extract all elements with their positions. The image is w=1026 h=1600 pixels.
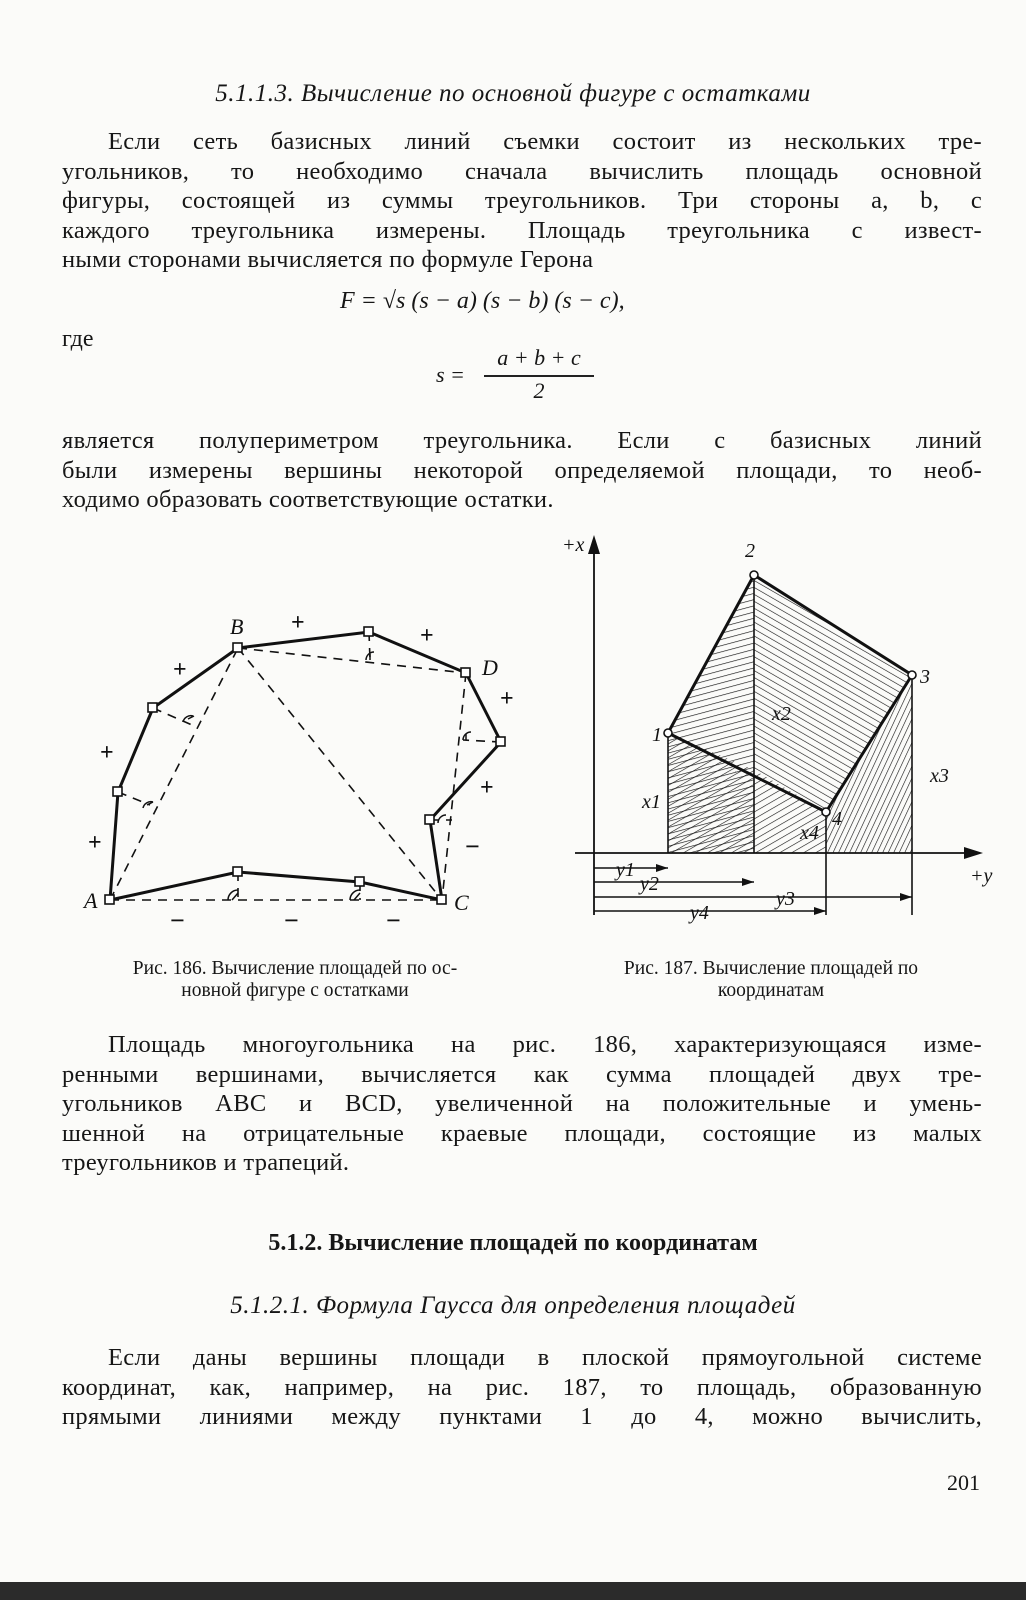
polygon-outline [110,632,501,900]
page-number: 201 [947,1470,980,1495]
plus-sign: + [173,657,187,683]
plus-sign: + [500,686,514,712]
x3-label: x3 [930,765,949,787]
base-lines-dashed [110,632,501,900]
paragraph-gauss-intro [62,1343,982,1432]
right-angle-marks [143,652,471,900]
y4-label: y4 [690,902,709,924]
x-axis-arrow-icon [588,535,600,554]
text-line: угольников, то необходимо сначала вычислить площадь основной [62,157,982,185]
figure-186-caption [60,958,530,1002]
text-line: прямыми линиями между пунктами 1 до 4, можно вычислить, [62,1403,982,1430]
section-heading-5-1-1-3: 5.1.1.3. Вычисление по основной фигуре с остатками [215,80,811,107]
vertex-label-d: D [482,655,498,680]
minus-sign: − [170,906,185,930]
minus-sign: − [284,906,299,930]
paragraph-polygon-area [62,1030,982,1178]
point-label-4: 4 [832,808,842,830]
figure-187-caption [556,958,986,1002]
heron-formula: F = √s (s − a) (s − b) (s − c), [340,288,625,314]
caption-line: координатам [717,980,825,1001]
text-line: Если даны вершины площади в плоской прямоугольной системе [108,1344,982,1371]
semiperimeter-lhs: s = [436,362,465,387]
y-axis-arrow-icon [964,847,983,859]
fraction-bar [484,375,594,377]
paragraph-heron-intro [62,127,982,275]
point-label-1: 1 [652,724,662,746]
text-line: является полупериметром треугольника. Если с базисных линий [62,427,982,454]
where-word: где [62,326,94,352]
x4-label: x4 [800,822,819,844]
x2-label: x2 [772,703,791,725]
minus-sign: − [465,832,480,861]
vertex-markers [105,627,505,904]
section-heading-5-1-2-1: 5.1.2.1. Формула Гаусса для определения площадей [230,1292,796,1319]
text-line: координат, как, например, на рис. 187, то площадь, образованную [62,1373,982,1401]
vertex-label-a: A [84,888,98,913]
text-line: каждого треугольника измерены. Площадь треугольника с извест- [62,216,982,244]
y3-label: y3 [776,888,795,910]
x-axis-label: +x [562,535,585,556]
plus-sign: + [291,610,305,636]
point-label-2: 2 [745,540,755,562]
y2-label: y2 [640,873,659,895]
y-axis-label: +y [970,865,993,887]
point-label-3: 3 [920,666,930,688]
caption-line: Рис. 186. Вычисление площадей по ос- [132,958,458,979]
semiperimeter-denominator: 2 [533,378,545,403]
text-line: были измерены вершины некоторой определяемой площади, то необ- [62,456,982,484]
caption-line: новной фигуре с остатками [181,980,409,1001]
text-line: Если сеть базисных линий съемки состоит из нескольких тре- [108,128,982,155]
paragraph-semiperimeter [62,426,982,515]
y1-label: y1 [616,859,635,881]
plus-sign: + [100,740,114,766]
caption-line: Рис. 187. Вычисление площадей по [623,958,919,979]
plus-sign: + [480,775,494,801]
text-line: треугольников и трапеций. [62,1149,350,1176]
plus-sign: + [88,830,102,856]
text-line: Площадь многоугольника на рис. 186, характеризующаяся изме- [108,1031,982,1058]
vertex-label-b: B [230,614,244,639]
text-line: ренными вершинами, вычисляется как сумма площадей двух тре- [62,1060,982,1088]
text-line: ходимо образовать соответствующие остатки. [62,486,554,513]
plus-sign: + [420,623,434,649]
text-line: ными сторонами вычисляется по формуле Герона [62,246,594,273]
figure-186-polygon-diagram [70,600,530,930]
semiperimeter-numerator: a + b + c [497,345,581,370]
section-heading-5-1-2: 5.1.2. Вычисление площадей по координатам [268,1230,758,1256]
text-line: угольников ABC и BCD, увеличенной на положительные и умень- [62,1090,982,1117]
text-line: фигуры, состоящей из суммы треугольников. Три стороны a, b, c [62,187,982,214]
minus-sign: − [386,906,401,930]
text-line: шенной на отрицательные краевые площади, состоящие из малых [62,1119,982,1147]
figure-187-coordinate-diagram [560,535,1010,935]
x1-label: x1 [642,791,661,813]
vertex-label-c: C [454,890,469,915]
scan-bottom-edge [0,1582,1026,1600]
